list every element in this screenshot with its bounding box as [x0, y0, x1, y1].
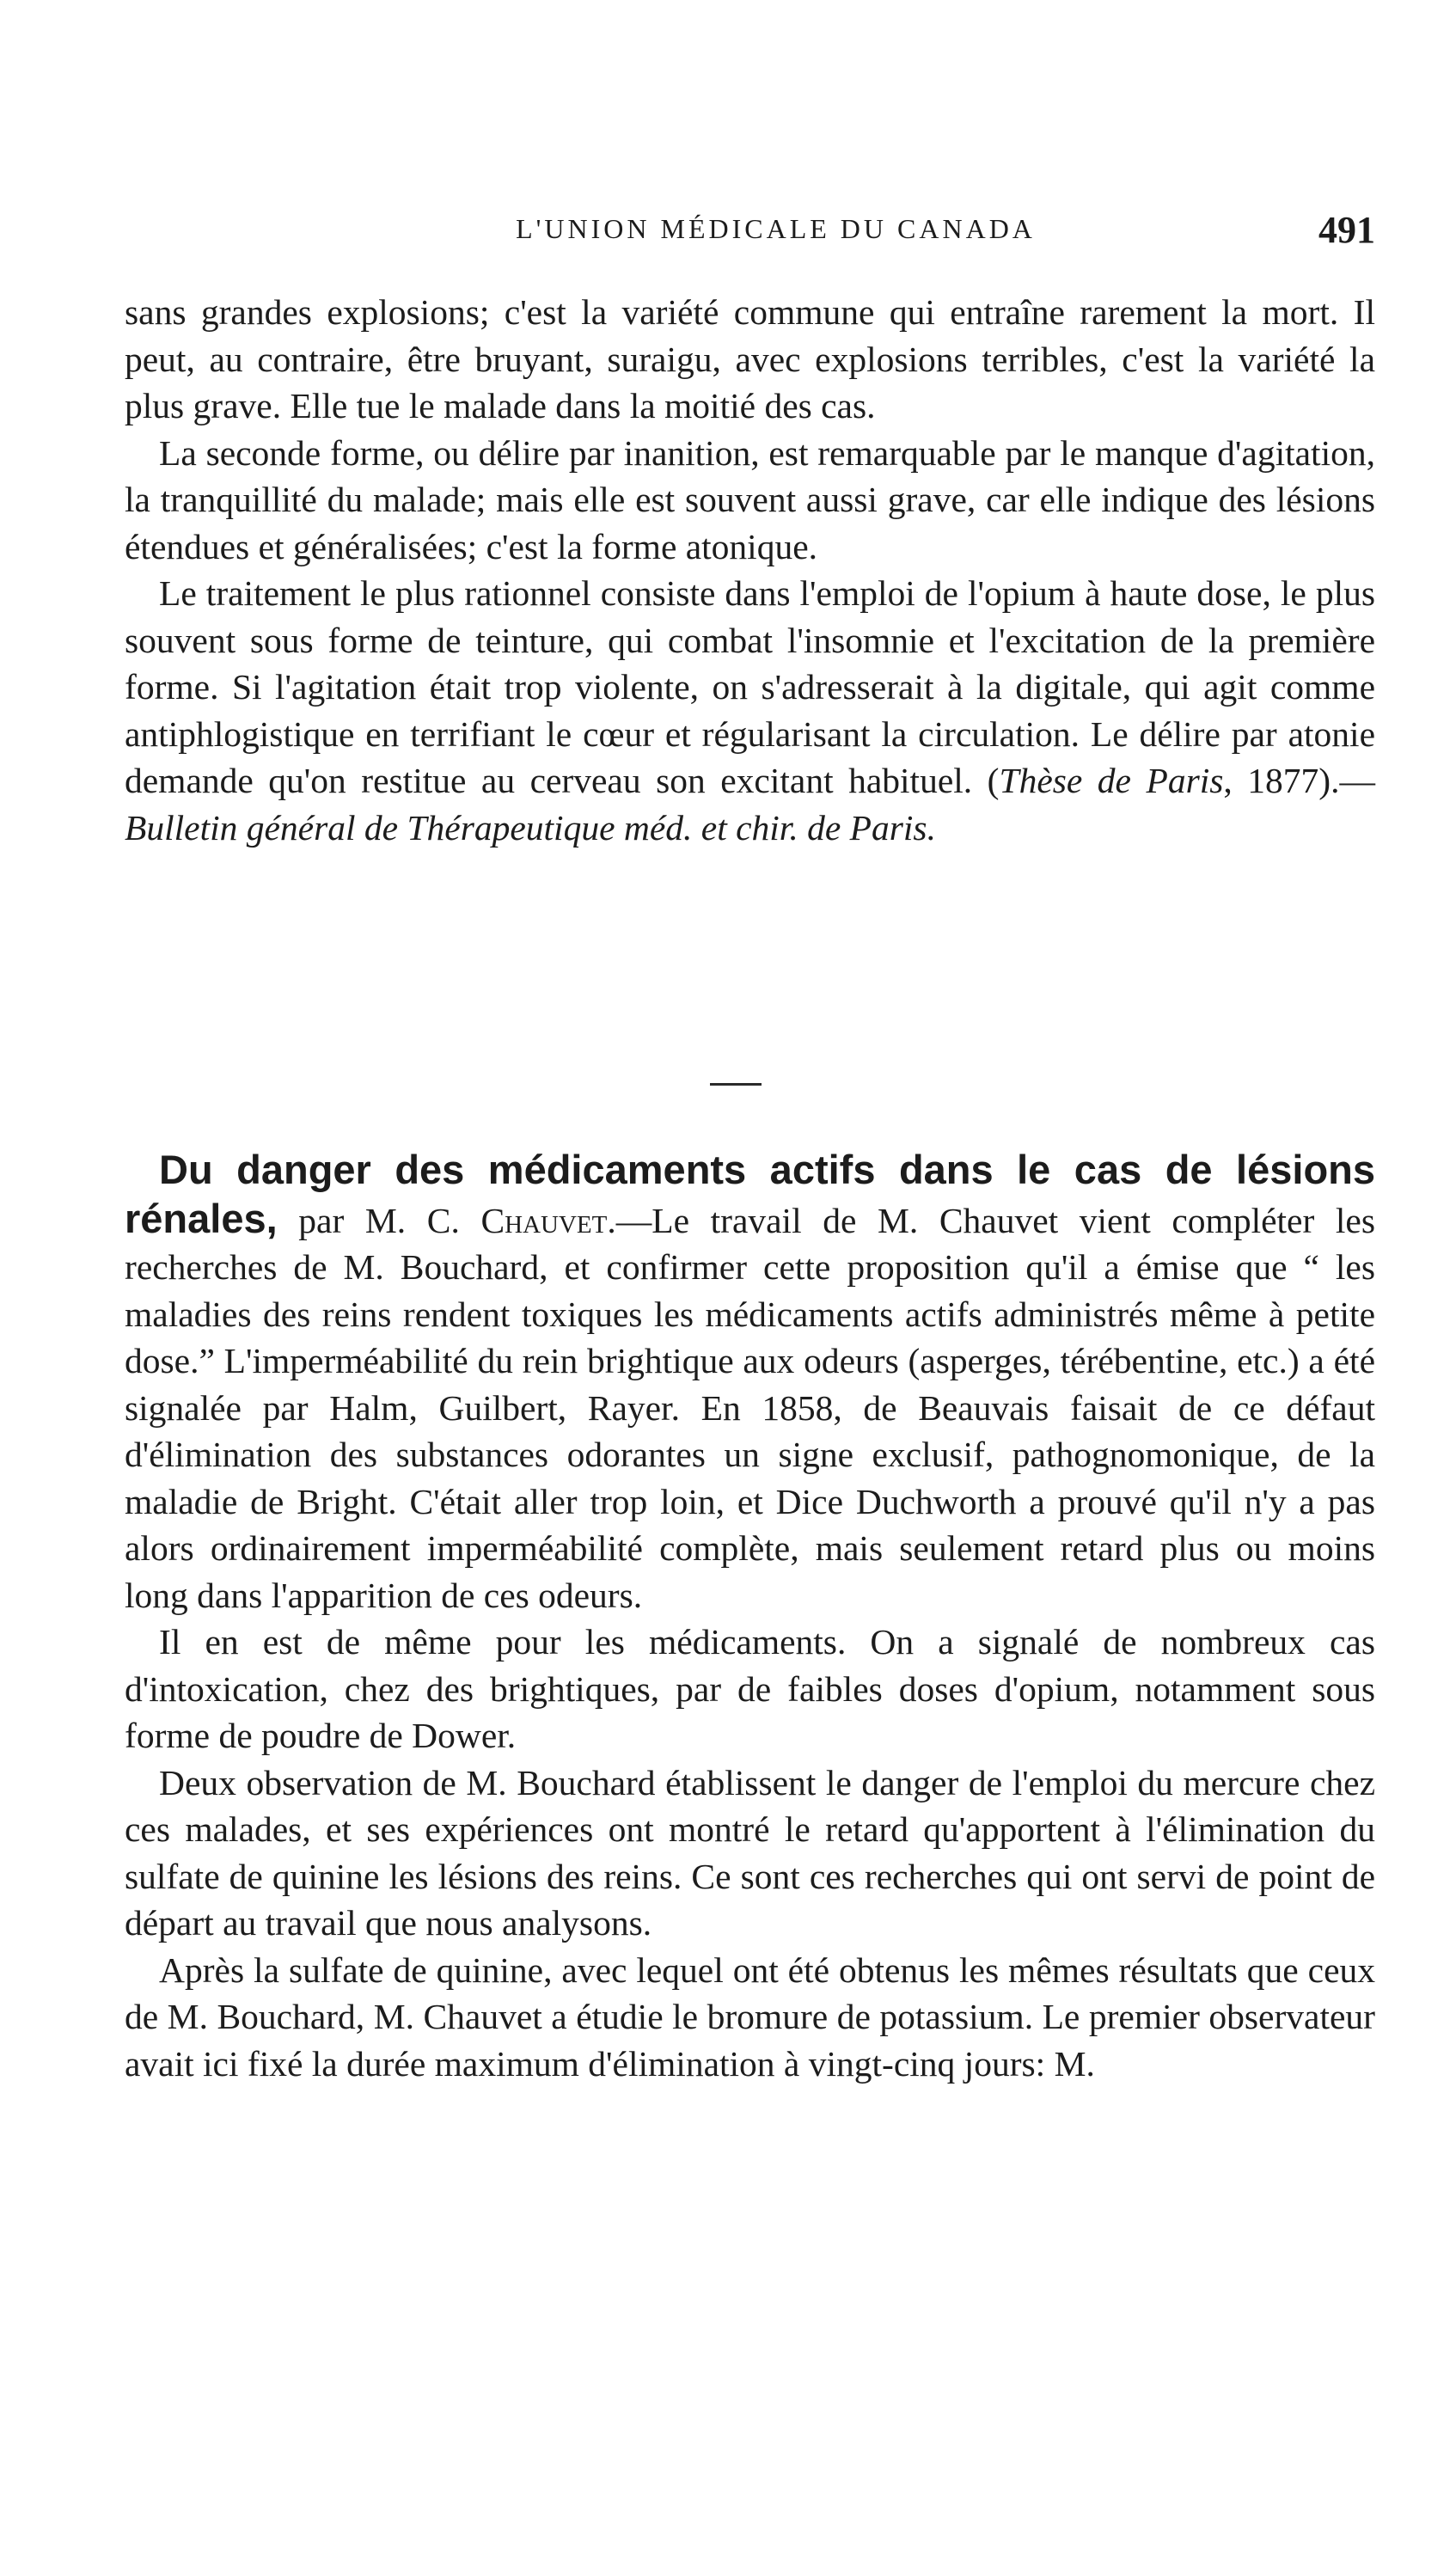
section-separator — [710, 1083, 762, 1086]
page-number: 491 — [1318, 209, 1375, 251]
article-byline-prefix: par M. C. — [277, 1200, 481, 1240]
article-paragraph-4: Après la sulfate de quinine, avec lequel ont été obtenus les mêmes résultats que ceux de M. Bouchard, M. Chauvet a étudie le bromure de potassium. Le premier observateur avait ici fixé la durée maximum d'élimination à vingt-cinq jours: M. — [125, 1949, 1375, 2084]
citation-bulletin: Bulletin général de Thérapeutique méd. et chir. de Paris. — [125, 807, 936, 848]
article-author: Chauvet — [480, 1200, 608, 1240]
article-lead-text: .—Le travail de M. Chauvet vient compléter les recherches de M. Bouchard, et confirmer cette proposition qu'il a émise que “ les maladies des reins rendent toxiques les médicaments actifs administrés même à petite dose.” L'imperméabilité du rein brightique aux odeurs (asperges, térébentine, etc.) a été signalée par Halm, Guilbert, Rayer. En 1858, de Beauvais faisait de ce défaut d'élimination des substances odorantes un signe exclusif, pathognomonique, de la maladie de Bright. C'était aller trop loin, et Dice Duchworth a prouvé qu'il n'y a pas alors ordinairement imperméabilité complète, mais seulement retard plus ou moins long dans l'apparition de ces odeurs. — [125, 1200, 1375, 1615]
article-renal-lesions — [125, 1147, 1375, 2087]
paragraph-3-text: Le traitement le plus rationnel consiste dans l'emploi de l'opium à haute dose, le plus souvent sous forme de teinture, qui combat l'insomnie et l'excitation de la première forme. Si l'agitation était trop violente, on s'adresserait à la digitale, qui agit comme antiphlogistique en terrifiant le cœur et régularisant la circulation. Le délire par atonie demande qu'on restitue au cerveau son excitant habituel. ( — [125, 573, 1375, 800]
previous-article-continuation — [125, 289, 1375, 851]
article-lead-paragraph — [125, 1147, 1375, 1619]
article-paragraph-3: Deux observation de M. Bouchard établissent le danger de l'emploi du mercure chez ces malades, et ses expériences ont montré le retard qu'apportent à l'élimination du sulfate de quinine les lésions des reins. Ce sont ces recherches qui ont servi de point de départ au travail que nous analysons. — [125, 1762, 1375, 1943]
citation-these: Thèse de Paris — [999, 761, 1224, 800]
paragraph-3 — [125, 570, 1375, 851]
paragraph-1: sans grandes explosions; c'est la variété commune qui entraîne rarement la mort. Il peut, au contraire, être bruyant, suraigu, avec explosions terribles, c'est la variété la plus grave. Elle tue le malade dans la moitié des cas. — [125, 292, 1375, 425]
citation-year: , 1877).— — [1223, 761, 1375, 800]
paragraph-2: La seconde forme, ou délire par inanition, est remarquable par le manque d'agitation, la tranquillité du malade; mais elle est souvent aussi grave, car elle indique des lésions étendues et généralisées; c'est la forme atonique. — [125, 432, 1375, 566]
page-header — [125, 209, 1375, 265]
article-title: Du danger des médicaments actifs dans le cas de lésions rénales, — [125, 1147, 1375, 1241]
running-head: L'UNION MÉDICALE DU CANADA — [516, 213, 1036, 244]
article-paragraph-2: Il en est de même pour les médicaments. On a signalé de nombreux cas d'intoxication, chez des brightiques, par de faibles doses d'opium, notamment sous forme de poudre de Dower. — [125, 1622, 1375, 1755]
